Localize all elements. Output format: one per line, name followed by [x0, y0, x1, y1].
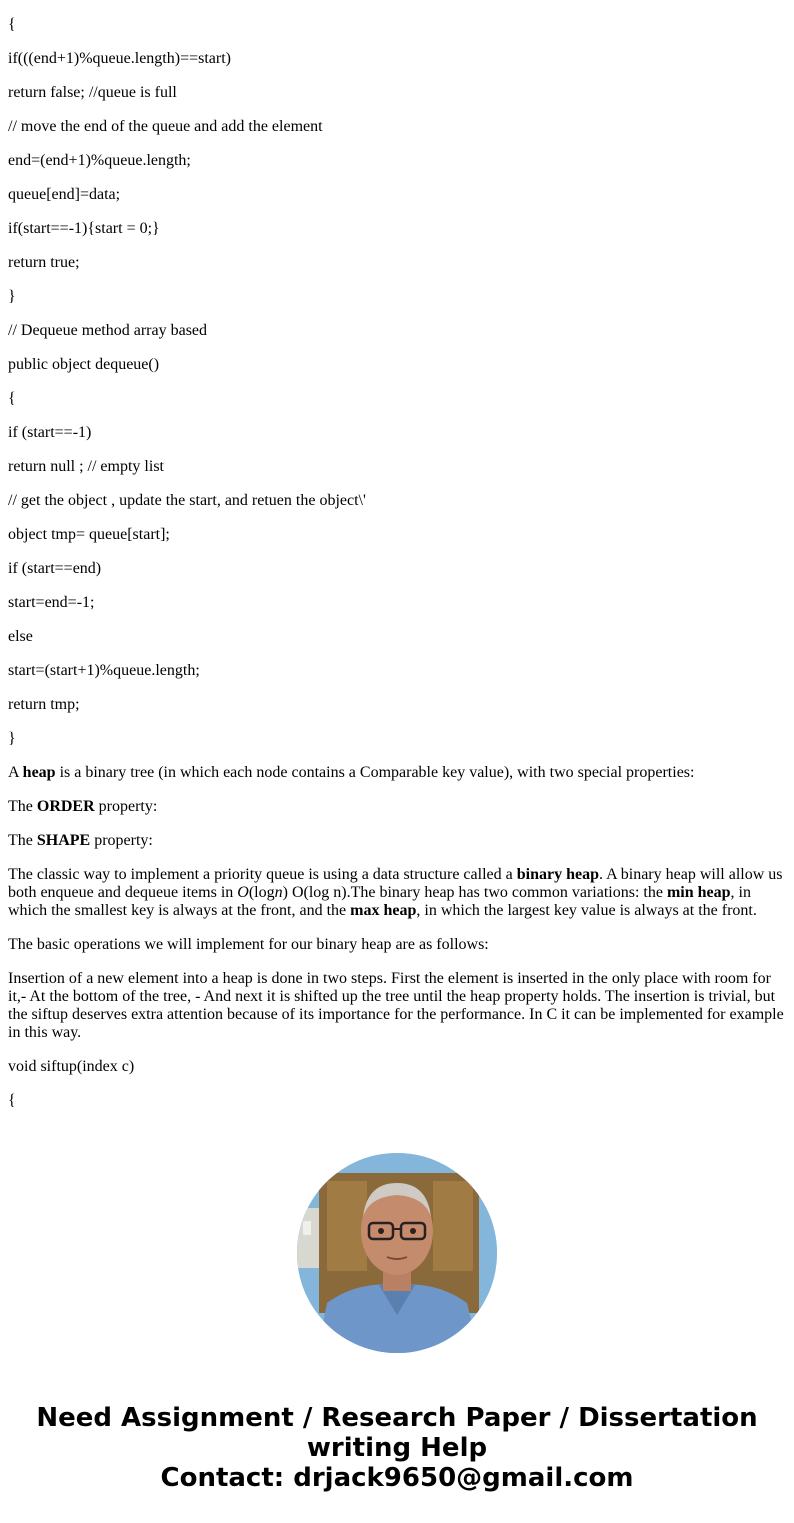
code-line: return tmp; — [8, 696, 80, 713]
code-line: } — [8, 730, 16, 747]
cta-line-3: Contact: drjack9650@gmail.com — [160, 1463, 634, 1493]
code-line: public object dequeue() — [8, 356, 160, 373]
contact-banner — [0, 1403, 794, 1493]
insertion-paragraph: Insertion of a new element into a heap is done in two steps. First the element is inserted in the only place with room for it,- At the bottom of the tree, - And next it is shifted up the tree until the heap property holds. The insertion is trivial, but the siftup deserves extra attention because of its importance for the performance. In C it can be implemented for example in this way. — [8, 970, 784, 1041]
document-body — [8, 16, 786, 1126]
heap-definition: A heap is a binary tree (in which each node contains a Comparable key value), with two special properties: — [8, 764, 695, 781]
code-line: void siftup(index c) — [8, 1058, 135, 1075]
code-line: { — [8, 16, 16, 33]
code-block-queue — [8, 16, 786, 748]
basic-operations: The basic operations we will implement for our binary heap are as follows: — [8, 936, 489, 953]
code-line: if(((end+1)%queue.length)==start) — [8, 50, 231, 67]
code-line: return null ; // empty list — [8, 458, 164, 475]
heap-term: heap — [22, 764, 56, 781]
code-line: { — [8, 390, 16, 407]
binary-heap-term: binary heap — [516, 866, 599, 883]
shape-property: The SHAPE property: — [8, 832, 153, 849]
code-line: return false; //queue is full — [8, 84, 177, 101]
code-line: end=(end+1)%queue.length; — [8, 152, 191, 169]
max-heap-term: max heap — [350, 902, 417, 919]
order-term: ORDER — [36, 798, 95, 815]
code-block-siftup — [8, 1058, 786, 1110]
person-photo-icon — [297, 1153, 497, 1353]
code-line: else — [8, 628, 33, 645]
code-line: return true; — [8, 254, 80, 271]
cta-line-2: writing Help — [306, 1433, 488, 1463]
code-line: queue[end]=data; — [8, 186, 121, 203]
shape-term: SHAPE — [36, 832, 91, 849]
order-property: The ORDER property: — [8, 798, 158, 815]
code-line: // move the end of the queue and add the element — [8, 118, 323, 135]
code-line: } — [8, 288, 16, 305]
code-line: if (start==-1) — [8, 424, 92, 441]
code-line: { — [8, 1092, 16, 1109]
code-line: object tmp= queue[start]; — [8, 526, 170, 543]
min-heap-term: min heap — [666, 884, 731, 901]
code-line: if(start==-1){start = 0;} — [8, 220, 160, 237]
avatar — [297, 1153, 497, 1353]
code-line: // Dequeue method array based — [8, 322, 208, 339]
code-line: if (start==end) — [8, 560, 102, 577]
code-line: start=(start+1)%queue.length; — [8, 662, 200, 679]
code-line: // get the object , update the start, and retuen the object\' — [8, 492, 366, 509]
cta-line-1: Need Assignment / Research Paper / Dissertation — [36, 1403, 758, 1433]
code-line: start=end=-1; — [8, 594, 95, 611]
classic-paragraph: The classic way to implement a priority queue is using a data structure called a binary heap. A binary heap will allow us both enqueue and dequeue items in O(logn) O(log n).The binary heap has two common variations: the min heap, in which the smallest key is always at the front, and the max heap, in which the largest key value is always at the front. — [8, 866, 783, 919]
